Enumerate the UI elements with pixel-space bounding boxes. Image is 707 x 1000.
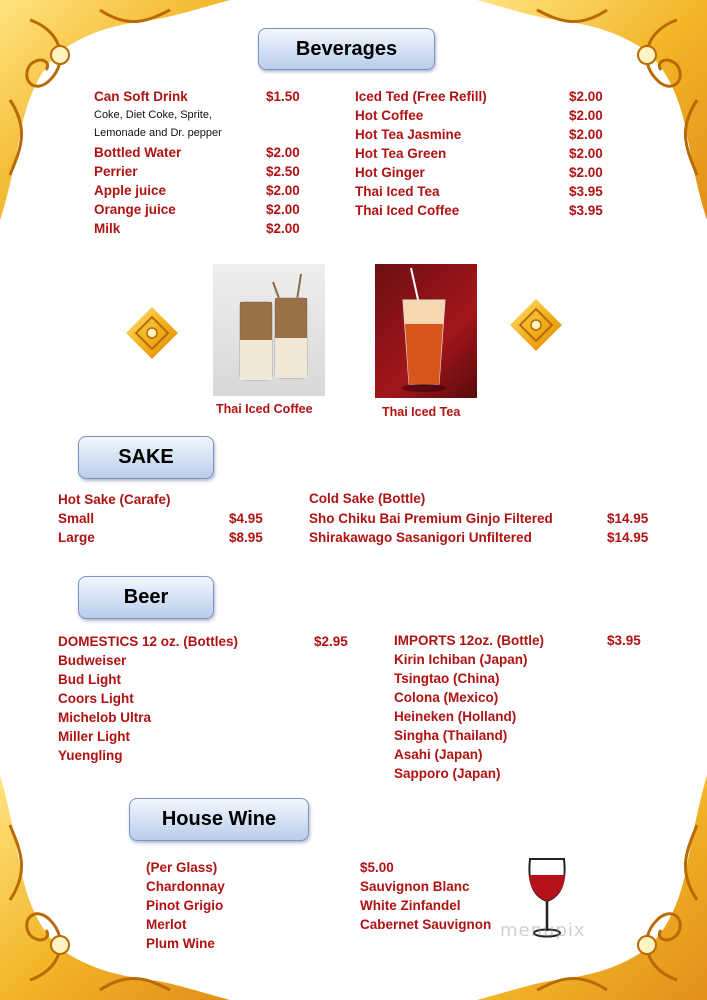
- beverages-header: [258, 28, 435, 70]
- sake-item-price: $14.95: [607, 530, 649, 545]
- beer-header: [78, 576, 214, 619]
- menu-item-name: Hot Coffee: [355, 108, 424, 123]
- beer-title: Beer: [123, 586, 169, 608]
- menu-item-name: Bottled Water: [94, 145, 182, 160]
- menu-item-price: $2.00: [569, 146, 603, 161]
- wine-item: Chardonnay: [146, 879, 225, 894]
- beer-item: Colona (Mexico): [394, 690, 499, 705]
- hot-sake-heading: Hot Sake (Carafe): [58, 492, 171, 507]
- menu-item-name: Milk: [94, 221, 121, 236]
- thai-iced-tea-photo: [375, 264, 477, 398]
- menu-item-price: $2.00: [266, 183, 300, 198]
- sake-item-name: Large: [58, 530, 95, 545]
- menu-item-name: Hot Tea Green: [355, 146, 447, 161]
- house-wine-header: [129, 798, 309, 841]
- menu-item-price: $2.00: [266, 221, 300, 236]
- wine-per-glass-label: (Per Glass): [146, 860, 218, 875]
- beer-item: Sapporo (Japan): [394, 766, 501, 781]
- sake-header: [78, 436, 214, 479]
- diamond-ornament-right-icon: [508, 297, 564, 353]
- menu-item-price: $2.50: [266, 164, 300, 179]
- wine-price: $5.00: [360, 860, 394, 875]
- beer-item: Heineken (Holland): [394, 709, 517, 724]
- beer-item: Budweiser: [58, 653, 127, 668]
- sake-item-name: Shirakawago Sasanigori Unfiltered: [309, 530, 532, 545]
- menu-item-name: Apple juice: [94, 183, 167, 198]
- iced-coffee-glasses-icon: [213, 264, 325, 396]
- sake-item-price: $8.95: [229, 530, 263, 545]
- domestic-beer-price: $2.95: [314, 634, 348, 649]
- diamond-ornament-left-icon: [124, 305, 180, 361]
- iced-tea-glass-icon: [375, 264, 477, 398]
- menu-item-price: $2.00: [266, 145, 300, 160]
- beer-item: Coors Light: [58, 691, 134, 706]
- wine-item: Plum Wine: [146, 936, 215, 951]
- menu-item-price: $2.00: [569, 127, 603, 142]
- wine-item: Merlot: [146, 917, 187, 932]
- beer-item: Asahi (Japan): [394, 747, 483, 762]
- menu-item-price: $2.00: [569, 165, 603, 180]
- beer-item: Bud Light: [58, 672, 121, 687]
- menu-item-name: Iced Ted (Free Refill): [355, 89, 487, 104]
- wine-item: Cabernet Sauvignon: [360, 917, 492, 932]
- menu-item-name: Orange juice: [94, 202, 176, 217]
- menu-item-name: Thai Iced Tea: [355, 184, 440, 199]
- thai-iced-tea-caption: Thai Iced Tea: [382, 405, 461, 419]
- menu-item-price: $3.95: [569, 203, 603, 218]
- house-wine-title: House Wine: [161, 808, 277, 830]
- beverages-title: Beverages: [295, 37, 398, 60]
- menu-item-name: Hot Tea Jasmine: [355, 127, 462, 142]
- menu-item-price: $2.00: [266, 202, 300, 217]
- wine-item: White Zinfandel: [360, 898, 461, 913]
- menu-item-price: $2.00: [569, 108, 603, 123]
- sake-item-name: Small: [58, 511, 95, 526]
- menu-item-name: Perrier: [94, 164, 138, 179]
- corner-ornament-bottom-right-icon: [477, 775, 707, 1000]
- menu-item-price: $2.00: [569, 89, 603, 104]
- domestic-beer-heading: DOMESTICS 12 oz. (Bottles): [58, 634, 239, 649]
- watermark: menupix: [500, 920, 586, 941]
- menu-item-price: $3.95: [569, 184, 603, 199]
- thai-iced-coffee-photo: [213, 264, 325, 396]
- menu-item-name: Hot Ginger: [355, 165, 425, 180]
- cold-sake-heading: Cold Sake (Bottle): [309, 491, 426, 506]
- beer-item: Singha (Thailand): [394, 728, 508, 743]
- sake-title: SAKE: [118, 446, 174, 468]
- sake-item-name: Sho Chiku Bai Premium Ginjo Filtered: [309, 511, 553, 526]
- wine-item: Sauvignon Blanc: [360, 879, 470, 894]
- wine-item: Pinot Grigio: [146, 898, 224, 913]
- sake-item-price: $4.95: [229, 511, 263, 526]
- sake-item-price: $14.95: [607, 511, 649, 526]
- menu-item-price: $1.50: [266, 89, 300, 104]
- import-beer-price: $3.95: [607, 633, 641, 648]
- import-beer-heading: IMPORTS 12oz. (Bottle): [394, 633, 545, 648]
- beer-item: Kirin Ichiban (Japan): [394, 652, 528, 667]
- beer-item: Michelob Ultra: [58, 710, 152, 725]
- menu-item-note: Lemonade and Dr. pepper: [94, 127, 222, 139]
- beer-item: Tsingtao (China): [394, 671, 500, 686]
- beer-item: Miller Light: [58, 729, 130, 744]
- menu-item-note: Coke, Diet Coke, Sprite,: [94, 109, 212, 121]
- beer-item: Yuengling: [58, 748, 123, 763]
- menu-item-name: Thai Iced Coffee: [355, 203, 460, 218]
- thai-iced-coffee-caption: Thai Iced Coffee: [216, 402, 313, 416]
- menu-item-name: Can Soft Drink: [94, 89, 188, 104]
